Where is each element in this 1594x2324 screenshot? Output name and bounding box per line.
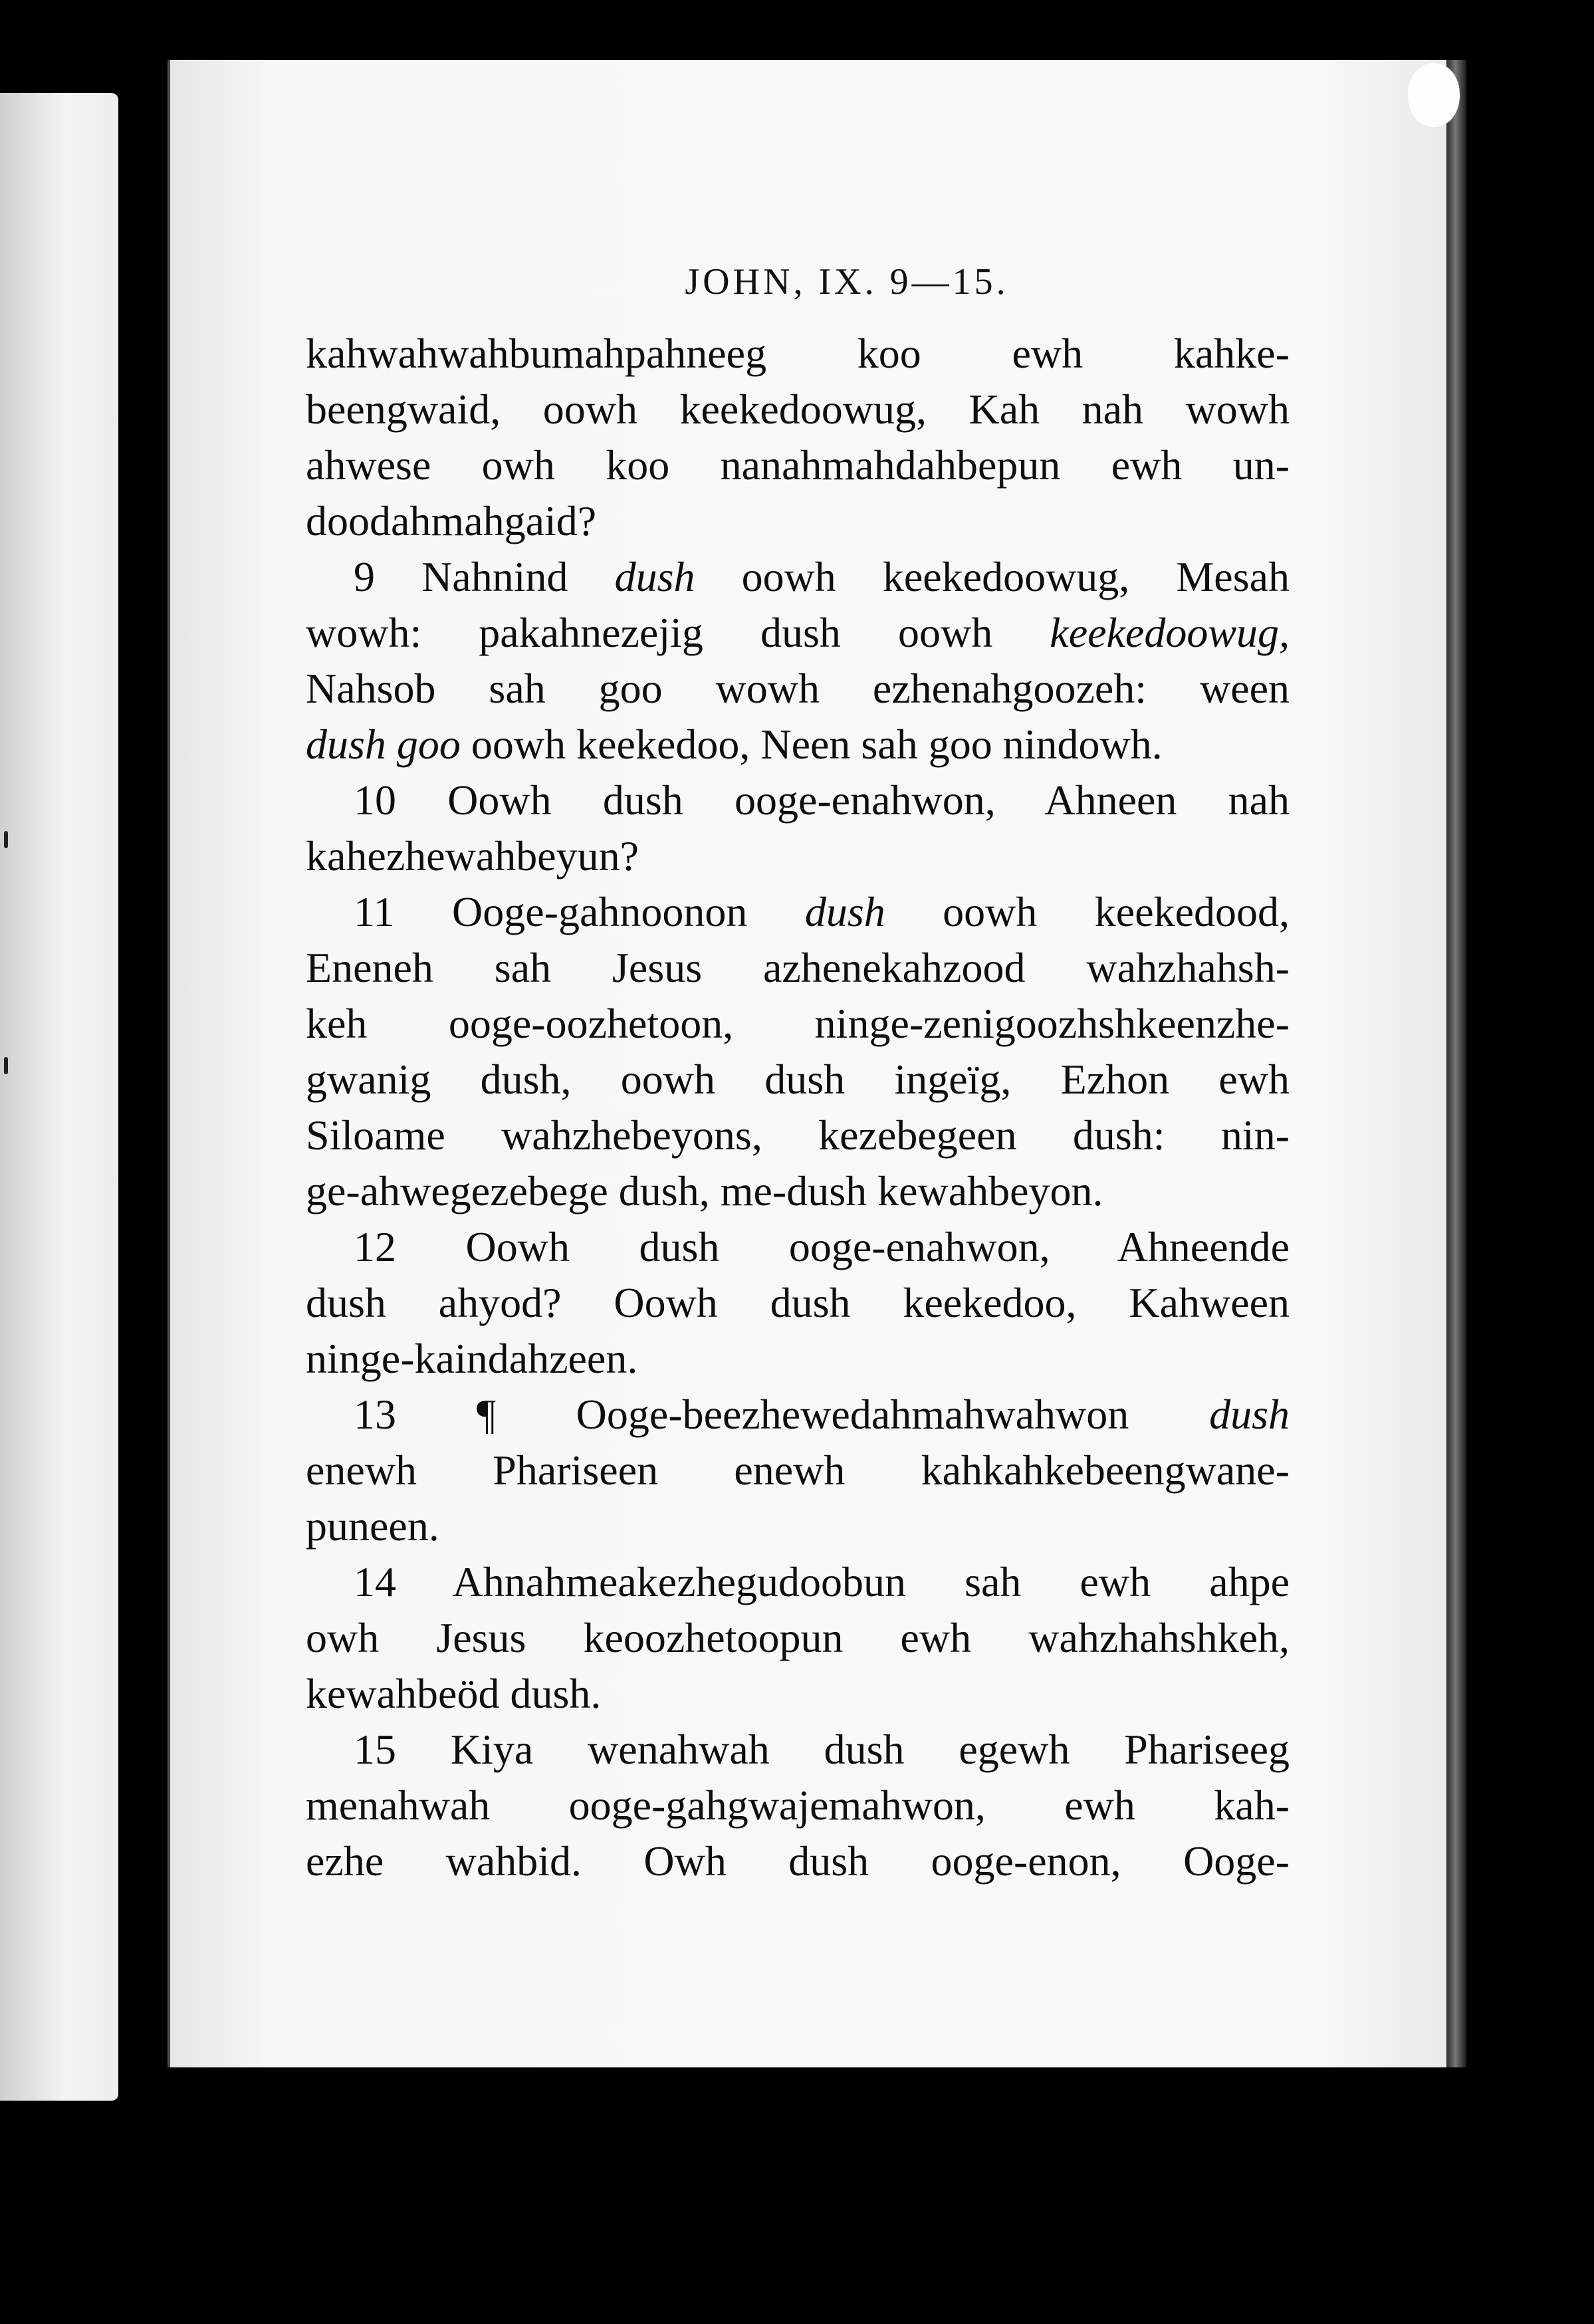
text-line — [306, 1275, 1290, 1331]
facing-page-edge — [0, 93, 118, 2101]
text-run: dush ahyod? Oowh dush keekedoo, Kahween — [306, 1279, 1290, 1326]
text-run: beengwaid, oowh keekedoowug, Kah nah wowh — [306, 386, 1290, 433]
page-fore-edge — [1446, 60, 1466, 2067]
text-run: kahezhewahbeyun? — [306, 832, 639, 879]
text-run: puneen. — [306, 1502, 439, 1550]
italic-text-run: dush — [1209, 1391, 1290, 1438]
text-line — [306, 1666, 1290, 1722]
text-run: 10 Oowh dush ooge-enahwon, Ahneen nah — [354, 776, 1290, 824]
text-line — [306, 382, 1290, 437]
text-run: ninge-kaindahzeen. — [306, 1335, 638, 1382]
text-run: 11 Ooge-gahnoonon — [354, 888, 805, 935]
text-line — [306, 437, 1290, 493]
text-line — [306, 326, 1290, 382]
text-line — [306, 717, 1290, 772]
print-fleck — [4, 1057, 8, 1074]
text-run: doodahmahgaid? — [306, 497, 597, 544]
text-line — [306, 1722, 1290, 1778]
text-line — [306, 1052, 1290, 1107]
text-line — [306, 1554, 1290, 1610]
text-line — [306, 1443, 1290, 1498]
text-run: 15 Kiya wenahwah dush egewh Phariseeg — [354, 1726, 1290, 1773]
text-run: oowh keekedood, — [885, 888, 1290, 935]
text-run: owh Jesus keoozhetoopun ewh wahzhahshkeh, — [306, 1614, 1290, 1661]
text-run: ge-ahwegezebege dush, me-dush kewahbeyon. — [306, 1167, 1103, 1215]
text-run: Siloame wahzhebeyons, kezebegeen dush: nin- — [306, 1111, 1290, 1159]
text-line — [306, 1778, 1290, 1833]
page-corner-tear — [1408, 63, 1460, 127]
text-run: ezhe wahbid. Owh dush ooge-enon, Ooge- — [306, 1837, 1290, 1885]
text-run: wowh: pakahnezejig dush oowh — [306, 609, 1050, 656]
print-fleck — [4, 831, 8, 848]
text-line — [306, 549, 1290, 605]
italic-text-run: dush — [804, 888, 885, 935]
text-run: keh ooge-oozhetoon, ninge-zenigoozhshkeenzhe- — [306, 1000, 1290, 1047]
text-run: 12 Oowh dush ooge-enahwon, Ahneende — [354, 1223, 1290, 1270]
text-line — [306, 828, 1290, 884]
text-run: 9 Nahnind — [354, 553, 615, 600]
text-line — [306, 1833, 1290, 1889]
text-run: oowh keekedoo, Neen sah goo nindowh. — [460, 721, 1163, 768]
text-run: Eneneh sah Jesus azhenekahzood wahzhahsh- — [306, 944, 1290, 991]
italic-text-run: keekedoowug, — [1050, 609, 1290, 656]
text-line — [306, 1610, 1290, 1666]
text-run: oowh keekedoowug, Mesah — [695, 553, 1290, 600]
text-line — [306, 1387, 1290, 1443]
text-line — [306, 605, 1290, 661]
text-run: 14 Ahnahmeakezhegudoobun sah ewh ahpe — [354, 1558, 1290, 1605]
text-run: gwanig dush, oowh dush ingeïg, Ezhon ewh — [306, 1056, 1290, 1103]
running-head: JOHN, IX. 9—15. — [685, 261, 1009, 302]
text-line — [306, 1498, 1290, 1554]
italic-text-run: dush — [614, 553, 695, 600]
text-line — [306, 772, 1290, 828]
text-run: Nahsob sah goo wowh ezhenahgoozeh: ween — [306, 665, 1290, 712]
page-body-text — [306, 326, 1290, 1889]
text-run: ahwese owh koo nanahmahdahbepun ewh un- — [306, 441, 1290, 489]
text-line — [306, 1219, 1290, 1275]
italic-text-run: dush goo — [306, 721, 461, 768]
text-run: enewh Phariseen enewh kahkahkebeengwane- — [306, 1447, 1290, 1494]
text-run: kahwahwahbumahpahneeg koo ewh kahke- — [306, 330, 1290, 377]
text-line — [306, 884, 1290, 940]
text-line — [306, 1331, 1290, 1387]
text-run: 13 ¶ Ooge-beezhewedahmahwahwon — [354, 1391, 1210, 1438]
text-line — [306, 661, 1290, 717]
text-run: menahwah ooge-gahgwajemahwon, ewh kah- — [306, 1782, 1290, 1829]
text-line — [306, 1107, 1290, 1163]
text-line — [306, 1163, 1290, 1219]
text-line — [306, 493, 1290, 549]
text-line — [306, 940, 1290, 996]
text-run: kewahbeöd dush. — [306, 1670, 602, 1717]
text-line — [306, 996, 1290, 1052]
